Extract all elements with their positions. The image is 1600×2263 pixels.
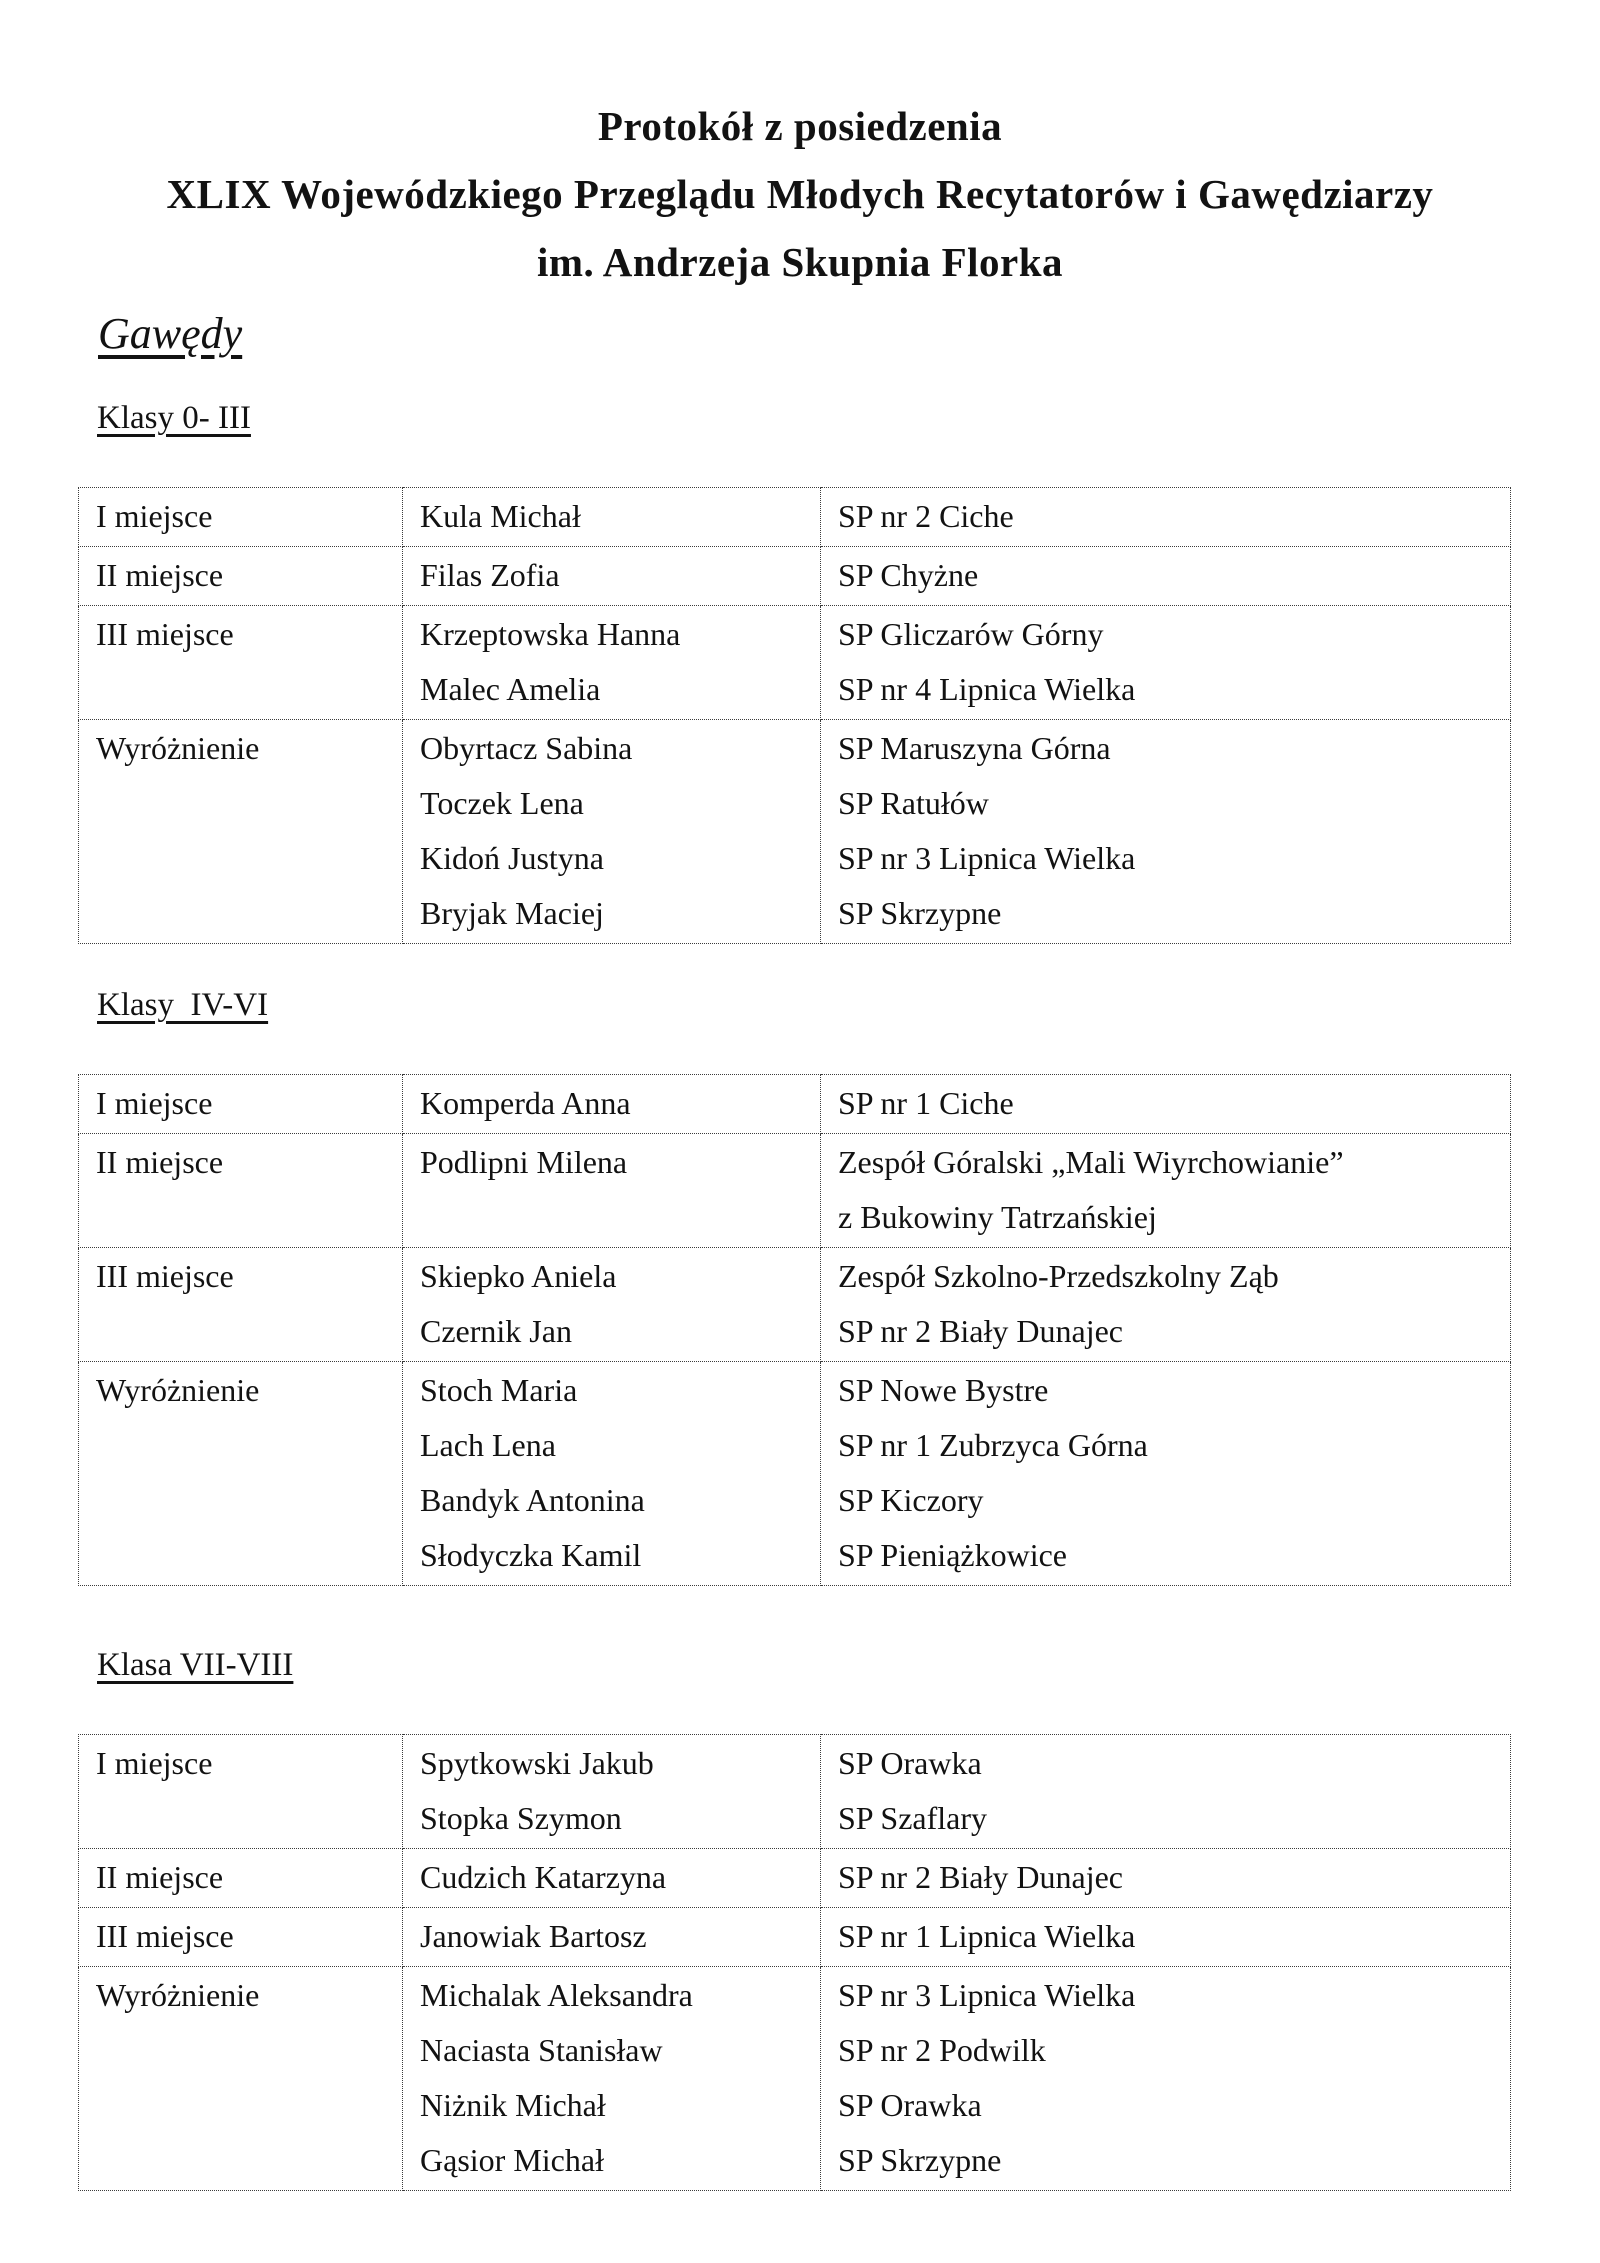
place-label: I miejsce [96, 1085, 213, 1121]
school-line: SP Pieniążkowice [838, 1537, 1067, 1573]
results-table-body [79, 1075, 1511, 1586]
names-cell [403, 1248, 821, 1362]
place-label: III miejsce [96, 1918, 234, 1954]
names-cell [403, 720, 821, 944]
schools-cell [821, 720, 1511, 944]
name-line: Spytkowski Jakub [420, 1745, 654, 1781]
school-line: SP Nowe Bystre [838, 1372, 1049, 1408]
name-line: Malec Amelia [420, 671, 601, 707]
names-cell [403, 1134, 821, 1248]
place-label: II miejsce [96, 557, 224, 593]
place-label: I miejsce [96, 498, 213, 534]
schools-cell [821, 547, 1511, 606]
place-cell [79, 547, 403, 606]
schools-cell [821, 1735, 1511, 1849]
category-heading-row [0, 296, 1600, 358]
table-row [79, 488, 1511, 547]
names-cell [403, 1362, 821, 1586]
schools-cell [821, 1849, 1511, 1908]
schools-cell [821, 488, 1511, 547]
name-line: Stoch Maria [420, 1372, 578, 1408]
school-line: SP nr 4 Lipnica Wielka [838, 671, 1136, 707]
place-cell [79, 1134, 403, 1248]
document-title [0, 0, 1600, 296]
names-cell [403, 488, 821, 547]
name-line: Czernik Jan [420, 1313, 572, 1349]
name-line: Michalak Aleksandra [420, 1977, 693, 2013]
table-row [79, 1908, 1511, 1967]
name-line: Naciasta Stanisław [420, 2032, 663, 2068]
name-line: Janowiak Bartosz [420, 1918, 647, 1954]
table-row [79, 547, 1511, 606]
name-line: Słodyczka Kamil [420, 1537, 642, 1573]
table-row [79, 1362, 1511, 1586]
name-line: Bandyk Antonina [420, 1482, 645, 1518]
place-label: II miejsce [96, 1859, 224, 1895]
name-line: Stopka Szymon [420, 1800, 622, 1836]
names-cell [403, 1735, 821, 1849]
place-label: Wyróżnienie [96, 730, 260, 766]
table-row [79, 606, 1511, 720]
school-line: SP nr 1 Lipnica Wielka [838, 1918, 1136, 1954]
name-line: Filas Zofia [420, 557, 560, 593]
table-row [79, 1849, 1511, 1908]
table-row [79, 1075, 1511, 1134]
place-cell [79, 720, 403, 944]
place-label: III miejsce [96, 1258, 234, 1294]
name-line: Kidoń Justyna [420, 840, 604, 876]
results-table [78, 487, 1511, 944]
schools-cell [821, 1967, 1511, 2191]
document-title-line-3: im. Andrzeja Skupnia Florka [536, 239, 1064, 285]
table-row [79, 720, 1511, 944]
school-line: Zespół Szkolno-Przedszkolny Ząb [838, 1258, 1279, 1294]
school-line: SP nr 3 Lipnica Wielka [838, 840, 1136, 876]
name-line: Podlipni Milena [420, 1144, 628, 1180]
results-table-body [79, 1735, 1511, 2191]
results-table [78, 1734, 1511, 2191]
school-line: SP Szaflary [838, 1800, 988, 1836]
names-cell [403, 606, 821, 720]
name-line: Bryjak Maciej [420, 895, 604, 931]
names-cell [403, 1967, 821, 2191]
place-cell [79, 1362, 403, 1586]
place-cell [79, 1849, 403, 1908]
sections [0, 398, 1600, 2191]
school-line: SP nr 1 Ciche [838, 1085, 1014, 1121]
table-row [79, 1248, 1511, 1362]
school-line: SP Skrzypne [838, 895, 1002, 931]
name-line: Niżnik Michał [420, 2087, 606, 2123]
place-label: II miejsce [96, 1144, 224, 1180]
schools-cell [821, 1248, 1511, 1362]
school-line: SP nr 2 Ciche [838, 498, 1014, 534]
schools-cell [821, 1075, 1511, 1134]
school-line: SP Gliczarów Górny [838, 616, 1104, 652]
table-row [79, 1134, 1511, 1248]
place-cell [79, 1075, 403, 1134]
document-title-line-1: Protokół z posiedzenia [597, 103, 1003, 149]
school-line: SP Orawka [838, 2087, 982, 2123]
names-cell [403, 547, 821, 606]
place-cell [79, 1248, 403, 1362]
results-section [0, 985, 1600, 1586]
results-table [78, 1074, 1511, 1586]
section-heading: Klasy IV-VI [97, 987, 269, 1023]
school-line: SP nr 2 Biały Dunajec [838, 1859, 1123, 1895]
school-line: SP Kiczory [838, 1482, 984, 1518]
schools-cell [821, 1134, 1511, 1248]
name-line: Komperda Anna [420, 1085, 631, 1121]
section-heading: Klasy 0- III [97, 400, 251, 436]
place-cell [79, 1908, 403, 1967]
school-line: SP Orawka [838, 1745, 982, 1781]
place-label: I miejsce [96, 1745, 213, 1781]
place-label: Wyróżnienie [96, 1977, 260, 2013]
name-line: Cudzich Katarzyna [420, 1859, 667, 1895]
place-cell [79, 1735, 403, 1849]
school-line: SP Chyżne [838, 557, 979, 593]
name-line: Lach Lena [420, 1427, 556, 1463]
place-cell [79, 488, 403, 547]
schools-cell [821, 1362, 1511, 1586]
school-line: SP nr 3 Lipnica Wielka [838, 1977, 1136, 2013]
name-line: Skiepko Aniela [420, 1258, 617, 1294]
names-cell [403, 1908, 821, 1967]
school-line: SP nr 1 Zubrzyca Górna [838, 1427, 1148, 1463]
place-label: Wyróżnienie [96, 1372, 260, 1408]
names-cell [403, 1849, 821, 1908]
school-line: SP Ratułów [838, 785, 989, 821]
results-section [0, 1645, 1600, 2191]
results-table-body [79, 488, 1511, 944]
school-line: SP Maruszyna Górna [838, 730, 1111, 766]
document-title-line-2: XLIX Wojewódzkiego Przeglądu Młodych Recytatorów i Gawędziarzy [166, 171, 1434, 217]
name-line: Kula Michał [420, 498, 581, 534]
results-section [0, 398, 1600, 944]
schools-cell [821, 1908, 1511, 1967]
school-line: SP nr 2 Podwilk [838, 2032, 1046, 2068]
place-cell [79, 1967, 403, 2191]
section-heading: Klasa VII-VIII [97, 1647, 294, 1683]
name-line: Obyrtacz Sabina [420, 730, 633, 766]
table-row [79, 1967, 1511, 2191]
name-line: Toczek Lena [420, 785, 584, 821]
table-row [79, 1735, 1511, 1849]
place-label: III miejsce [96, 616, 234, 652]
school-line: Zespół Góralski „Mali Wiyrchowianie” [838, 1144, 1344, 1180]
names-cell [403, 1075, 821, 1134]
place-cell [79, 606, 403, 720]
school-line: SP nr 2 Biały Dunajec [838, 1313, 1123, 1349]
name-line: Gąsior Michał [420, 2142, 604, 2178]
school-line: SP Skrzypne [838, 2142, 1002, 2178]
school-line: z Bukowiny Tatrzańskiej [838, 1199, 1157, 1235]
name-line: Krzeptowska Hanna [420, 616, 681, 652]
category-heading: Gawędy [98, 309, 243, 358]
schools-cell [821, 606, 1511, 720]
